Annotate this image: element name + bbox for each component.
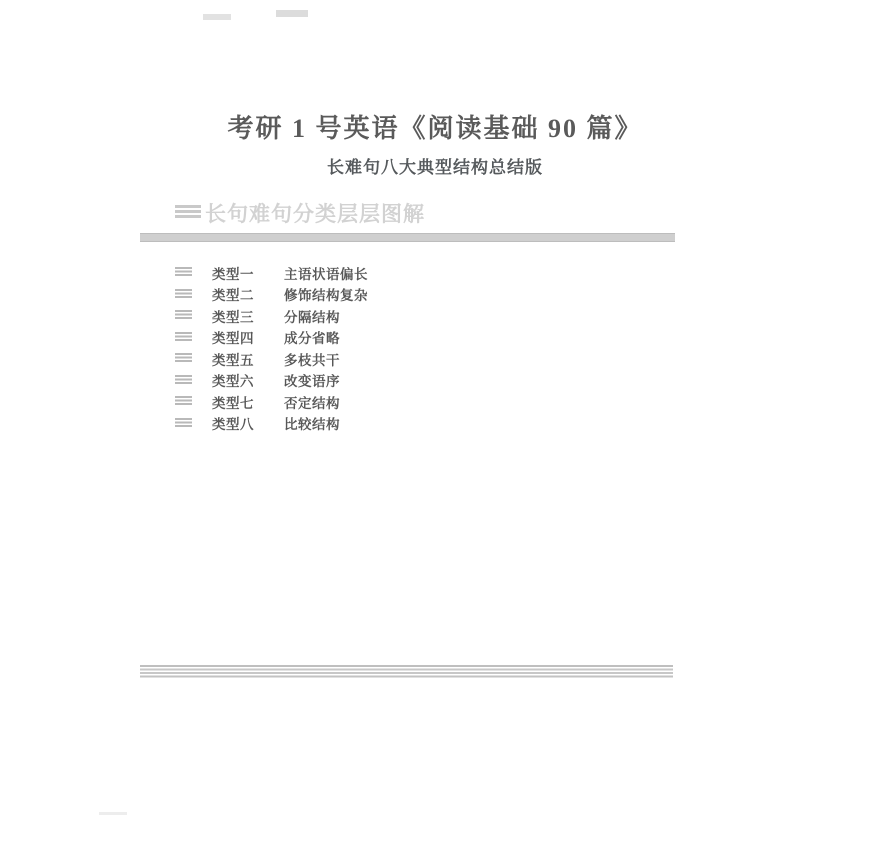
list-item xyxy=(175,348,595,370)
type-label: 类型二 xyxy=(212,288,254,304)
stacked-lines-icon xyxy=(175,353,192,364)
stacked-lines-icon xyxy=(175,205,201,221)
list-item xyxy=(175,305,595,327)
scan-artifact-top-right xyxy=(276,10,308,17)
list-item xyxy=(175,262,595,284)
type-label: 类型三 xyxy=(212,309,254,325)
type-description: 修饰结构复杂 xyxy=(284,288,368,304)
list-item xyxy=(175,370,595,392)
stacked-lines-icon xyxy=(175,267,192,278)
page-subtitle: 长难句八大典型结构总结版 xyxy=(327,158,543,177)
stacked-lines-icon xyxy=(175,332,192,343)
stacked-lines-icon xyxy=(175,375,192,386)
type-list xyxy=(175,262,595,434)
list-item xyxy=(175,327,595,349)
section-heading-label: 长句难句分类层层图解 xyxy=(205,203,425,226)
horizontal-rule-top xyxy=(140,233,675,242)
type-label: 类型一 xyxy=(212,266,254,282)
list-item xyxy=(175,284,595,306)
type-description: 否定结构 xyxy=(284,395,340,411)
type-description: 多枝共干 xyxy=(284,352,340,368)
page-title-text: 考研 1 号英语《阅读基础 90 篇》 xyxy=(227,114,643,143)
stacked-lines-icon xyxy=(175,310,192,321)
type-label: 类型八 xyxy=(212,417,254,433)
list-item xyxy=(175,391,595,413)
horizontal-rule-bottom xyxy=(140,665,673,679)
list-item xyxy=(175,413,595,435)
type-label: 类型七 xyxy=(212,395,254,411)
type-label: 类型四 xyxy=(212,331,254,347)
type-description: 分隔结构 xyxy=(284,309,340,325)
type-description: 改变语序 xyxy=(284,374,340,390)
stacked-lines-icon xyxy=(175,396,192,407)
type-label: 类型五 xyxy=(212,352,254,368)
type-description: 比较结构 xyxy=(284,417,340,433)
type-description: 主语状语偏长 xyxy=(284,266,368,282)
scan-artifact-bottom-left xyxy=(99,812,127,815)
page-title xyxy=(0,108,870,145)
scan-artifact-top-left xyxy=(203,14,231,20)
section-heading xyxy=(175,198,425,228)
type-label: 类型六 xyxy=(212,374,254,390)
stacked-lines-icon xyxy=(175,418,192,429)
stacked-lines-icon xyxy=(175,289,192,300)
type-description: 成分省略 xyxy=(284,331,340,347)
